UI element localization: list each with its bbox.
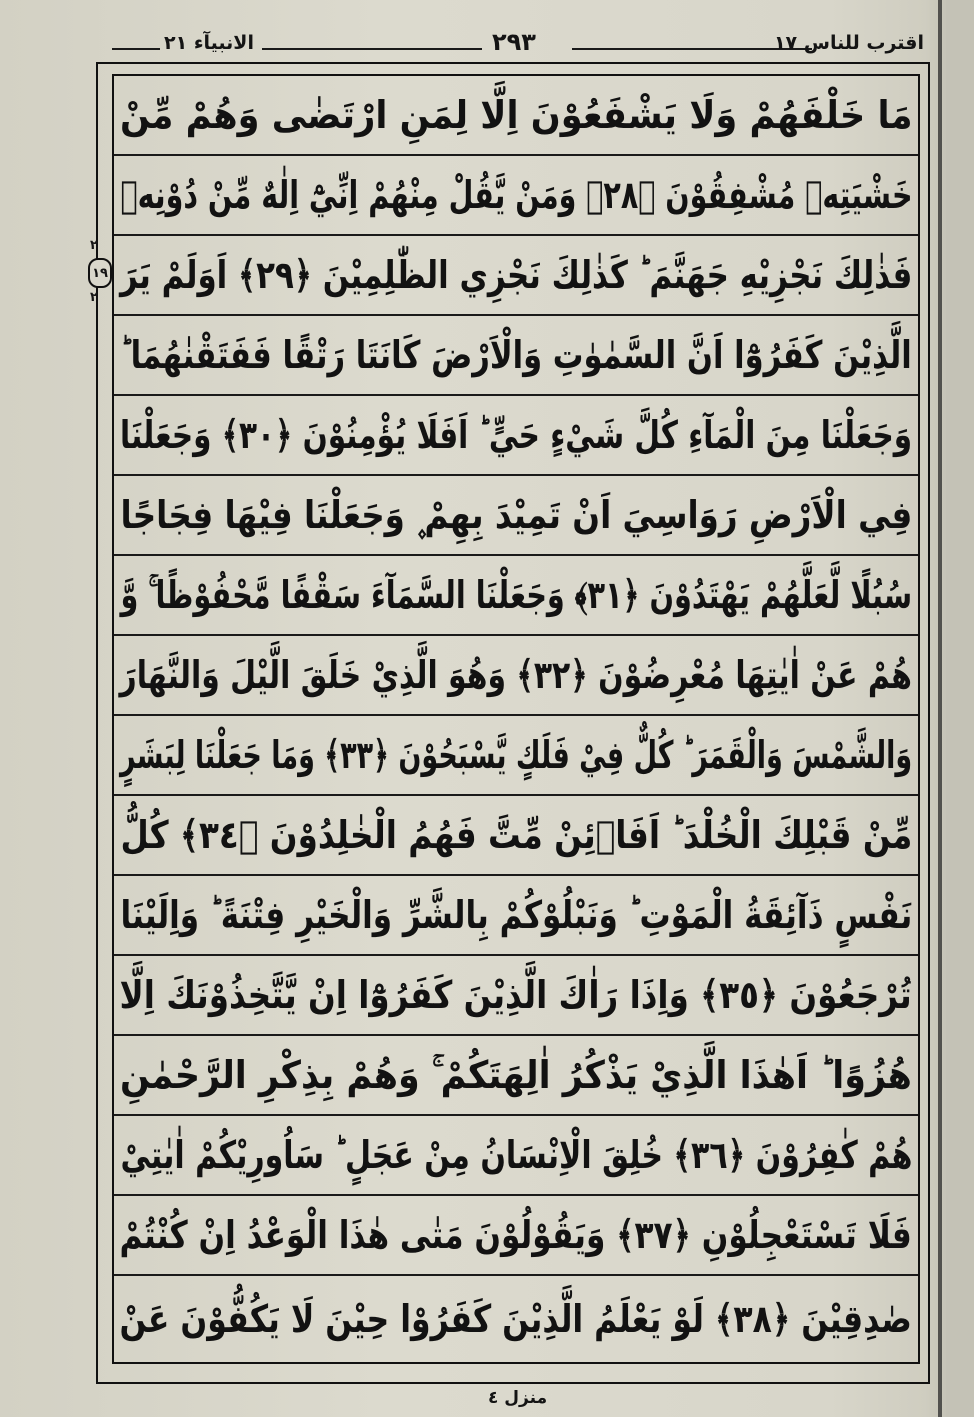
ruku-marker: [84, 236, 114, 318]
surah-name: الانبيآء ٢١: [164, 32, 254, 54]
ruku-ayn-sign: [88, 258, 112, 288]
ruku-bottom-number: ٢: [90, 290, 98, 305]
header-rule: [112, 48, 160, 50]
text-line: [114, 636, 918, 716]
text-line: [114, 796, 918, 876]
line-text: وَجَعَلْنَا مِنَ الْمَآءِ كُلَّ شَيْءٍ حَيٍّ ؕ اَفَلَا يُؤْمِنُوْنَ ﴿٣٠﴾ وَجَعَلْنَا: [119, 413, 913, 457]
line-text: خَشْيَتِهٖ مُشْفِقُوْنَ ﴿٢٨﴾ وَمَنْ يَّقُلْ مِنْهُمْ اِنِّيْٓ اِلٰهٌ مِّنْ دُوْنِهٖ: [120, 173, 912, 217]
line-text: فِي الْاَرْضِ رَوَاسِيَ اَنْ تَمِيْدَ بِهِمْ ۪ وَجَعَلْنَا فِيْهَا فِجَاجًا: [120, 493, 912, 537]
page-header: [112, 28, 932, 62]
text-line: [114, 156, 918, 236]
line-text: وَالشَّمْسَ وَالْقَمَرَ ؕ كُلٌّ فِيْ فَلَكٍ يَّسْبَحُوْنَ ﴿٣٣﴾ وَمَا جَعَلْنَا لِبَشَرٍ: [119, 733, 913, 777]
book-gutter: [946, 0, 974, 1417]
text-line: [114, 1036, 918, 1116]
book-gutter-line: [938, 0, 942, 1417]
text-line: [114, 1196, 918, 1276]
text-line: [114, 1276, 918, 1362]
text-line: [114, 316, 918, 396]
text-line: [114, 476, 918, 556]
line-text: مَا خَلْفَهُمْ وَلَا يَشْفَعُوْنَ اِلَّا لِمَنِ ارْتَضٰى وَهُمْ مِّنْ: [119, 93, 913, 137]
line-text: تُرْجَعُوْنَ ﴿٣٥﴾ وَاِذَا رَاٰكَ الَّذِيْنَ كَفَرُوْٓا اِنْ يَّتَّخِذُوْنَكَ اِلَّا: [119, 973, 913, 1017]
line-text: فَذٰلِكَ نَجْزِيْهِ جَهَنَّمَ ؕ كَذٰلِكَ نَجْزِي الظّٰلِمِيْنَ ﴿٢٩﴾ اَوَلَمْ يَرَ: [119, 253, 913, 297]
line-text: مِّنْ قَبْلِكَ الْخُلْدَ ؕ اَفَاۡئِنْ مِّتَّ فَهُمُ الْخٰلِدُوْنَ ﴿٣٤﴾ كُلُّ: [120, 813, 912, 857]
juz-name: اقترب للناس ١٧: [773, 32, 924, 54]
line-text: صٰدِقِيْنَ ﴿٣٨﴾ لَوْ يَعْلَمُ الَّذِيْنَ كَفَرُوْا حِيْنَ لَا يَكُفُّوْنَ عَنْ: [119, 1297, 913, 1341]
text-line: [114, 396, 918, 476]
text-line: [114, 1116, 918, 1196]
line-text: الَّذِيْنَ كَفَرُوْٓا اَنَّ السَّمٰوٰتِ وَالْاَرْضَ كَانَتَا رَتْقًا فَفَتَقْنٰهُمَا ؕ: [120, 333, 912, 377]
header-rule: [262, 48, 482, 50]
ruku-number: ١٩: [92, 265, 108, 281]
text-line: [114, 716, 918, 796]
text-line: [114, 956, 918, 1036]
line-text: هُمْ كٰفِرُوْنَ ﴿٣٦﴾ خُلِقَ الْاِنْسَانُ مِنْ عَجَلٍ ؕ سَاُورِيْكُمْ اٰيٰتِيْ: [120, 1133, 912, 1177]
line-text: فَلَا تَسْتَعْجِلُوْنِ ﴿٣٧﴾ وَيَقُوْلُوْنَ مَتٰى هٰذَا الْوَعْدُ اِنْ كُنْتُمْ: [119, 1213, 913, 1257]
manzil-label: منزل ٤: [488, 1388, 548, 1408]
text-line: [114, 556, 918, 636]
text-line: [114, 76, 918, 156]
line-text: هُزُوًا ؕ اَهٰذَا الَّذِيْ يَذْكُرُ اٰلِهَتَكُمْ ۚ وَهُمْ بِذِكْرِ الرَّحْمٰنِ: [120, 1053, 912, 1097]
line-text: سُبُلًا لَّعَلَّهُمْ يَهْتَدُوْنَ ﴿٣١﴾ وَجَعَلْنَا السَّمَآءَ سَقْفًا مَّحْفُوْظًا ۚ وَّ: [120, 573, 912, 617]
ruku-top-number: ٢: [90, 238, 98, 253]
line-text: نَفْسٍ ذَآئِقَةُ الْمَوْتِ ؕ وَنَبْلُوْكُمْ بِالشَّرِّ وَالْخَيْرِ فِتْنَةً ؕ وَاِلَيْنَا: [120, 893, 912, 937]
text-line: [114, 236, 918, 316]
text-line: [114, 876, 918, 956]
line-text: هُمْ عَنْ اٰيٰتِهَا مُعْرِضُوْنَ ﴿٣٢﴾ وَهُوَ الَّذِيْ خَلَقَ الَّيْلَ وَالنَّهَارَ: [119, 653, 913, 697]
page-number: ٢٩٣: [492, 28, 536, 56]
